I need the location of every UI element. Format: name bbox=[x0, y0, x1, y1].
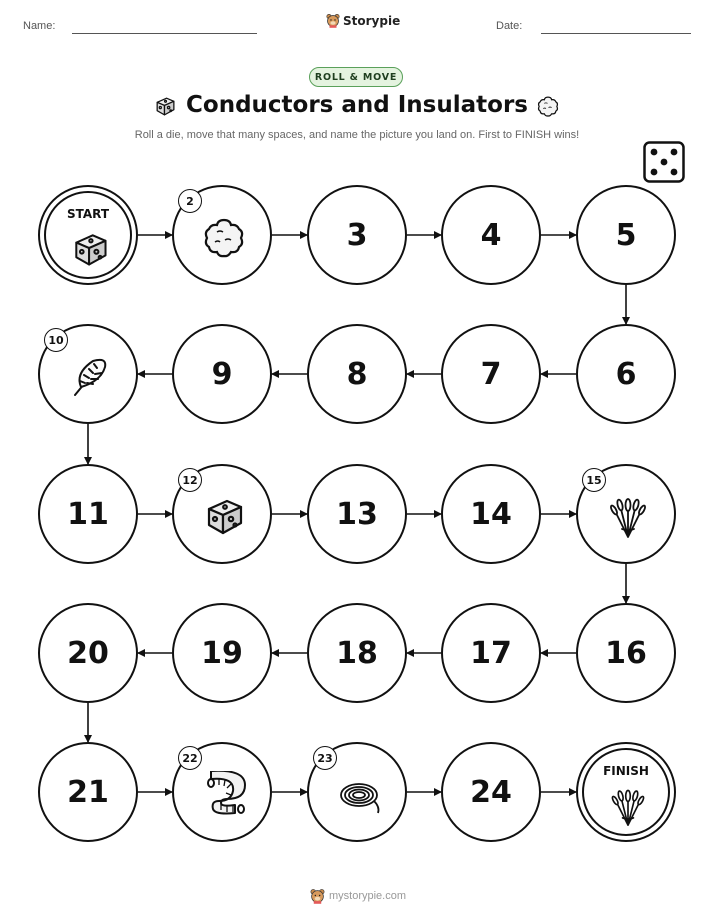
board-space-8[interactable] bbox=[307, 324, 407, 424]
name-label: Name: bbox=[23, 20, 56, 32]
board-space-2[interactable] bbox=[172, 185, 272, 285]
space-number-badge: 2 bbox=[178, 189, 202, 213]
board-space-15[interactable] bbox=[576, 464, 676, 564]
board-space-18[interactable] bbox=[307, 603, 407, 703]
space-number-badge: 15 bbox=[582, 468, 606, 492]
space-number: 8 bbox=[346, 356, 368, 392]
board-space-9[interactable] bbox=[172, 324, 272, 424]
space-number-badge: 23 bbox=[313, 746, 337, 770]
space-number: 14 bbox=[470, 496, 512, 532]
space-number-badge: 12 bbox=[178, 468, 202, 492]
bear-icon bbox=[310, 888, 325, 904]
space-number: 3 bbox=[346, 217, 368, 253]
board-space-10[interactable] bbox=[38, 324, 138, 424]
flexible-pipe-icon bbox=[201, 771, 247, 817]
board-space-6[interactable] bbox=[576, 324, 676, 424]
wheat-icon bbox=[605, 493, 651, 539]
space-number: 5 bbox=[615, 217, 637, 253]
space-number-badge: 10 bbox=[44, 328, 68, 352]
instructions: Roll a die, move that many spaces, and name the picture you land on. First to FINISH wins! bbox=[134, 129, 580, 141]
space-number: 21 bbox=[67, 774, 109, 810]
date-label: Date: bbox=[496, 20, 523, 32]
space-number: 4 bbox=[480, 217, 502, 253]
start-label: START bbox=[66, 207, 110, 221]
board-space-14[interactable] bbox=[441, 464, 541, 564]
board-space-16[interactable] bbox=[576, 603, 676, 703]
wheat-icon bbox=[607, 785, 649, 827]
space-number: 7 bbox=[480, 356, 502, 392]
start-space[interactable] bbox=[38, 185, 138, 285]
board-space-17[interactable] bbox=[441, 603, 541, 703]
finish-label: FINISH bbox=[603, 764, 649, 778]
space-number: 11 bbox=[67, 496, 109, 532]
page-title: Conductors and Insulators bbox=[186, 92, 528, 118]
board-space-12[interactable] bbox=[172, 464, 272, 564]
space-number: 24 bbox=[470, 774, 512, 810]
footer-url: mystorypie.com bbox=[329, 890, 407, 902]
board-space-23[interactable] bbox=[307, 742, 407, 842]
brand-name: Storypie bbox=[343, 13, 401, 28]
board-space-21[interactable] bbox=[38, 742, 138, 842]
space-number: 13 bbox=[336, 496, 378, 532]
space-number: 18 bbox=[336, 635, 378, 671]
board-space-7[interactable] bbox=[441, 324, 541, 424]
footer bbox=[310, 888, 406, 904]
space-number: 9 bbox=[211, 356, 233, 392]
space-number: 17 bbox=[470, 635, 512, 671]
feather-icon bbox=[67, 353, 113, 399]
board-space-5[interactable] bbox=[576, 185, 676, 285]
board-space-13[interactable] bbox=[307, 464, 407, 564]
rope-icon bbox=[336, 771, 382, 817]
activity-badge: ROLL & MOVE bbox=[309, 67, 403, 87]
board-space-20[interactable] bbox=[38, 603, 138, 703]
board-space-3[interactable] bbox=[307, 185, 407, 285]
space-number: 6 bbox=[615, 356, 637, 392]
board-space-24[interactable] bbox=[441, 742, 541, 842]
board-space-22[interactable] bbox=[172, 742, 272, 842]
board-space-4[interactable] bbox=[441, 185, 541, 285]
board-space-19[interactable] bbox=[172, 603, 272, 703]
space-number: 19 bbox=[201, 635, 243, 671]
board-space-11[interactable] bbox=[38, 464, 138, 564]
finish-space[interactable] bbox=[576, 742, 676, 842]
space-number-badge: 22 bbox=[178, 746, 202, 770]
space-number: 16 bbox=[605, 635, 647, 671]
cotton-ball-icon bbox=[201, 214, 247, 260]
space-number: 20 bbox=[67, 635, 109, 671]
sponge-icon bbox=[69, 228, 111, 270]
sponge-icon bbox=[201, 493, 247, 539]
